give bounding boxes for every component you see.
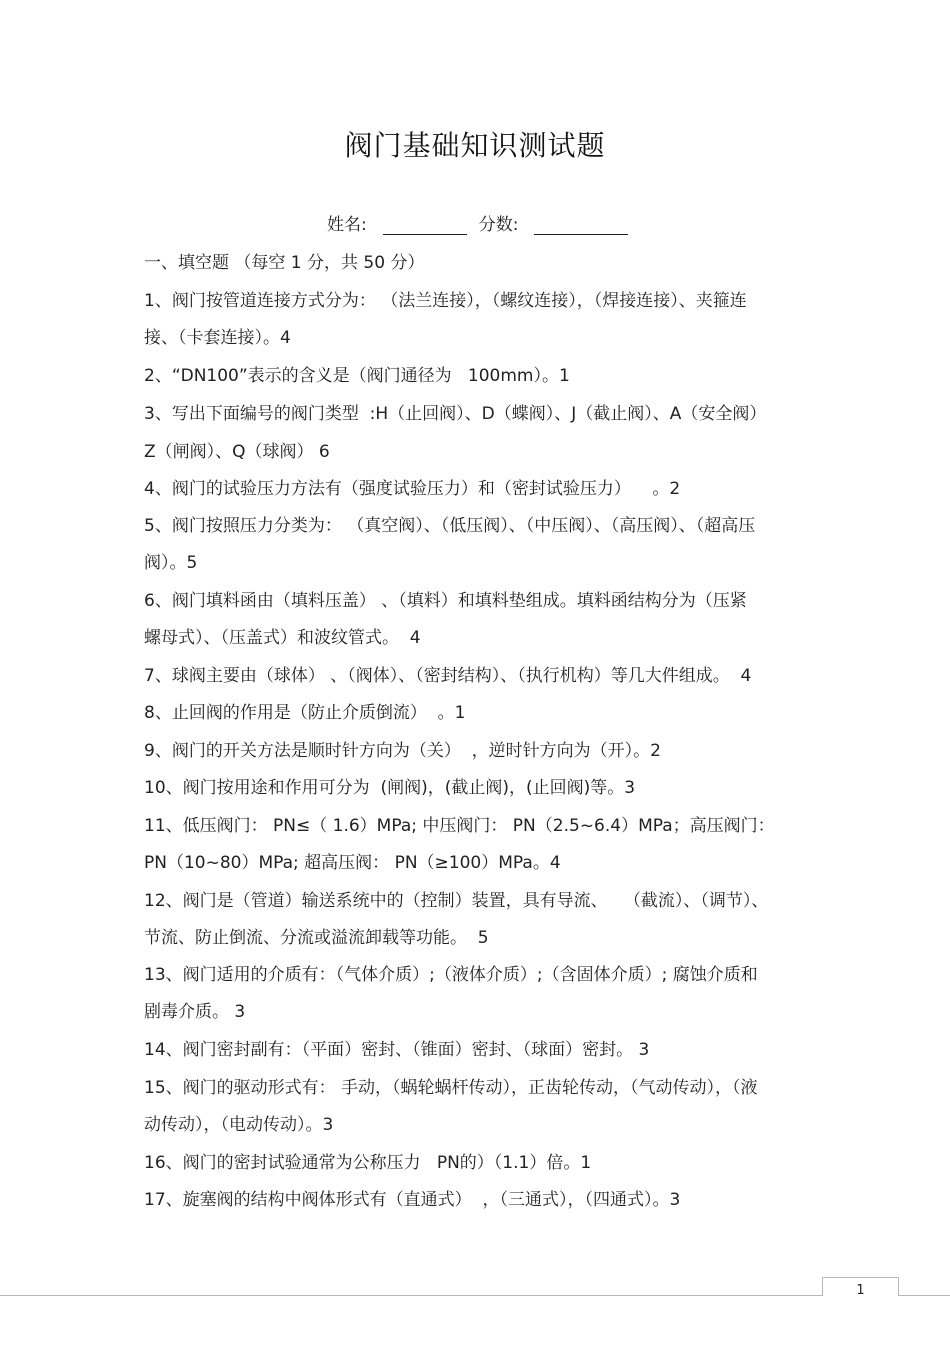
section-heading: 一、填空题 （每空 1 分，共 50 分） xyxy=(144,253,425,273)
question-line: 螺母式）、（压盖式）和波纹管式。 4 xyxy=(144,628,421,648)
page-number: 1 xyxy=(856,1283,865,1298)
question-line: 17、旋塞阀的结构中阀体形式有（直通式） ，（三通式），（四通式）。3 xyxy=(144,1190,681,1210)
score-label: 分数: xyxy=(478,215,519,235)
question-line: 11、低压阀门： PN≤（ 1.6）MPa; 中压阀门： PN（2.5~6.4）MPa；高压阀门： xyxy=(144,816,775,836)
question-line: 8、止回阀的作用是（防止介质倒流） 。1 xyxy=(144,703,466,723)
question-line: 3、写出下面编号的阀门类型 :H（止回阀）、D（蝶阀）、J（截止阀）、A（安全阀） xyxy=(144,404,767,424)
document-title: 阀门基础知识测试题 xyxy=(344,129,606,162)
question-line: 动传动），（电动传动）。3 xyxy=(144,1115,334,1135)
name-score-row xyxy=(327,210,628,235)
name-blank[interactable] xyxy=(383,214,467,235)
question-line: 1、阀门按管道连接方式分为： （法兰连接），（螺纹连接），（焊接连接）、夹箍连 xyxy=(144,291,747,311)
question-line: 10、阀门按用途和作用可分为 (闸阀)，(截止阀)，(止回阀)等。3 xyxy=(144,778,636,798)
question-line: 9、阀门的开关方法是顺时针方向为（关） ，逆时针方向为（开）。2 xyxy=(144,741,661,761)
question-line: 2、“DN100”表示的含义是（阀门通径为 100mm）。1 xyxy=(144,366,570,386)
question-line: 6、阀门填料函由（填料压盖） 、（填料）和填料垫组成。填料函结构分为（压紧 xyxy=(144,591,747,611)
question-line: 7、球阀主要由（球体） 、（阀体）、（密封结构）、（执行机构）等几大件组成。 4 xyxy=(144,666,752,686)
name-label: 姓名: xyxy=(327,215,367,235)
question-line: 15、阀门的驱动形式有： 手动，（蜗轮蜗杆传动），正齿轮传动，（气动传动），（液 xyxy=(144,1078,758,1098)
question-line: PN（10~80）MPa; 超高压阀： PN（≥100）MPa。4 xyxy=(144,853,561,873)
question-line: 13、阀门适用的介质有：（气体介质）;（液体介质）;（含固体介质）; 腐蚀介质和 xyxy=(144,965,758,985)
footer-rule xyxy=(0,1295,950,1296)
question-line: 剧毒介质。 3 xyxy=(144,1002,246,1022)
question-line: 接、（卡套连接）。4 xyxy=(144,328,291,348)
question-line: 节流、防止倒流、分流或溢流卸载等功能。 5 xyxy=(144,928,489,948)
question-line: 5、阀门按照压力分类为： （真空阀）、（低压阀）、（中压阀）、（高压阀）、（超高压 xyxy=(144,516,756,536)
question-line: 12、阀门是（管道）输送系统中的（控制）装置，具有导流、 （截流）、（调节）、 xyxy=(144,891,769,911)
score-blank[interactable] xyxy=(534,214,628,235)
question-line: 16、阀门的密封试验通常为公称压力 PN的）（1.1）倍。1 xyxy=(144,1153,592,1173)
question-line: 14、阀门密封副有：（平面）密封、（锥面）密封、（球面）密封。 3 xyxy=(144,1040,650,1060)
question-line: 4、阀门的试验压力方法有（强度试验压力）和（密封试验压力） 。2 xyxy=(144,479,681,499)
question-line: Z（闸阀）、Q（球阀） 6 xyxy=(144,442,330,462)
question-line: 阀）。5 xyxy=(144,553,198,573)
